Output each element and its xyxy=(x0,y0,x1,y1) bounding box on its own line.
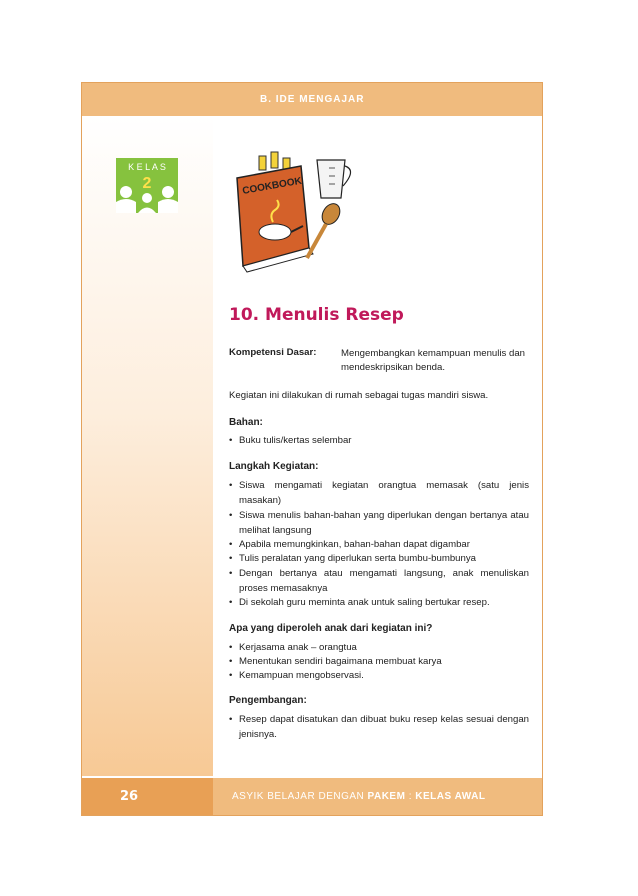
diperoleh-item-text: Menentukan sendiri bagaimana membuat karya xyxy=(239,656,442,667)
langkah-item-text: Siswa mengamati kegiatan orangtua memasak (satu jenis masakan) xyxy=(239,480,529,506)
footer-prefix: ASYIK BELAJAR DENGAN xyxy=(232,791,365,802)
diperoleh-item: • Kerjasama anak – orangtua xyxy=(229,642,357,653)
kompetensi-value: Mengembangkan kemampuan menulis dan mendeskripsikan benda. xyxy=(341,348,525,373)
pengembangan-item: • Resep dapat disatukan dan dibuat buku resep kelas sesuai dengan jenisnya. xyxy=(229,714,529,740)
langkah-item-text: Di sekolah guru meminta anak untuk saling bertukar resep. xyxy=(239,597,490,608)
kelas-badge xyxy=(116,158,178,213)
page-frame xyxy=(81,82,543,816)
diperoleh-item: • Menentukan sendiri bagaimana membuat karya xyxy=(229,656,442,667)
header-bar xyxy=(82,83,542,116)
kompetensi-label: Kompetensi Dasar: xyxy=(229,347,317,358)
langkah-item: • Tulis peralatan yang diperlukan serta bumbu-bumbunya xyxy=(229,553,476,564)
footer-kelas-awal: KELAS AWAL xyxy=(415,791,486,802)
wooden-spoon-icon xyxy=(307,200,343,258)
badge-number: 2 xyxy=(142,175,152,192)
langkah-item: • Dengan bertanya atau mengamati langsung, anak menuliskan proses memasaknya xyxy=(229,568,529,594)
langkah-heading: Langkah Kegiatan: xyxy=(229,461,319,472)
footer-bar xyxy=(82,778,542,815)
langkah-item: • Di sekolah guru meminta anak untuk saling bertukar resep. xyxy=(229,597,490,608)
side-column xyxy=(82,116,213,776)
footer-separator: : xyxy=(408,791,412,802)
langkah-item: • Siswa mengamati kegiatan orangtua memasak (satu jenis masakan) xyxy=(229,480,529,506)
langkah-item: • Siswa menulis bahan-bahan yang diperlukan dengan bertanya atau melihat langsung xyxy=(229,510,529,536)
badge-label: K E L A S xyxy=(128,162,166,172)
cookbook-text: COOKBOOK xyxy=(241,175,303,197)
langkah-item-text: Dengan bertanya atau mengamati langsung, anak menuliskan proses memasaknya xyxy=(239,568,529,594)
diperoleh-item-text: Kerjasama anak – orangtua xyxy=(239,642,357,653)
diperoleh-item-text: Kemampuan mengobservasi. xyxy=(239,670,364,681)
bahan-item-text: Buku tulis/kertas selembar xyxy=(239,435,352,446)
footer-pakem: PAKEM xyxy=(367,791,406,802)
intro-text: Kegiatan ini dilakukan di rumah sebagai tugas mandiri siswa. xyxy=(229,390,489,401)
footer-text xyxy=(232,791,485,802)
bahan-item: • Buku tulis/kertas selembar xyxy=(229,435,352,446)
bahan-heading: Bahan: xyxy=(229,417,263,428)
diperoleh-heading: Apa yang diperoleh anak dari kegiatan ini? xyxy=(229,623,433,634)
langkah-item-text: Siswa menulis bahan-bahan yang diperlukan dengan bertanya atau melihat langsung xyxy=(239,510,529,536)
cookbook-illustration xyxy=(229,148,369,273)
cookbook-icon xyxy=(237,152,313,272)
section-title: 10. Menulis Resep xyxy=(229,305,404,325)
measuring-cup-icon xyxy=(317,160,351,198)
footer-number-block xyxy=(82,778,213,815)
header-title: B. IDE MENGAJAR xyxy=(260,94,365,105)
diperoleh-item: • Kemampuan mengobservasi. xyxy=(229,670,364,681)
langkah-item-text: Apabila memungkinkan, bahan-bahan dapat digambar xyxy=(239,539,470,550)
pengembangan-heading: Pengembangan: xyxy=(229,695,307,706)
langkah-item-text: Tulis peralatan yang diperlukan serta bumbu-bumbunya xyxy=(239,553,476,564)
page-number: 26 xyxy=(120,789,139,804)
pengembangan-item-text: Resep dapat disatukan dan dibuat buku resep kelas sesuai dengan jenisnya. xyxy=(239,714,529,740)
langkah-item: • Apabila memungkinkan, bahan-bahan dapat digambar xyxy=(229,539,470,550)
